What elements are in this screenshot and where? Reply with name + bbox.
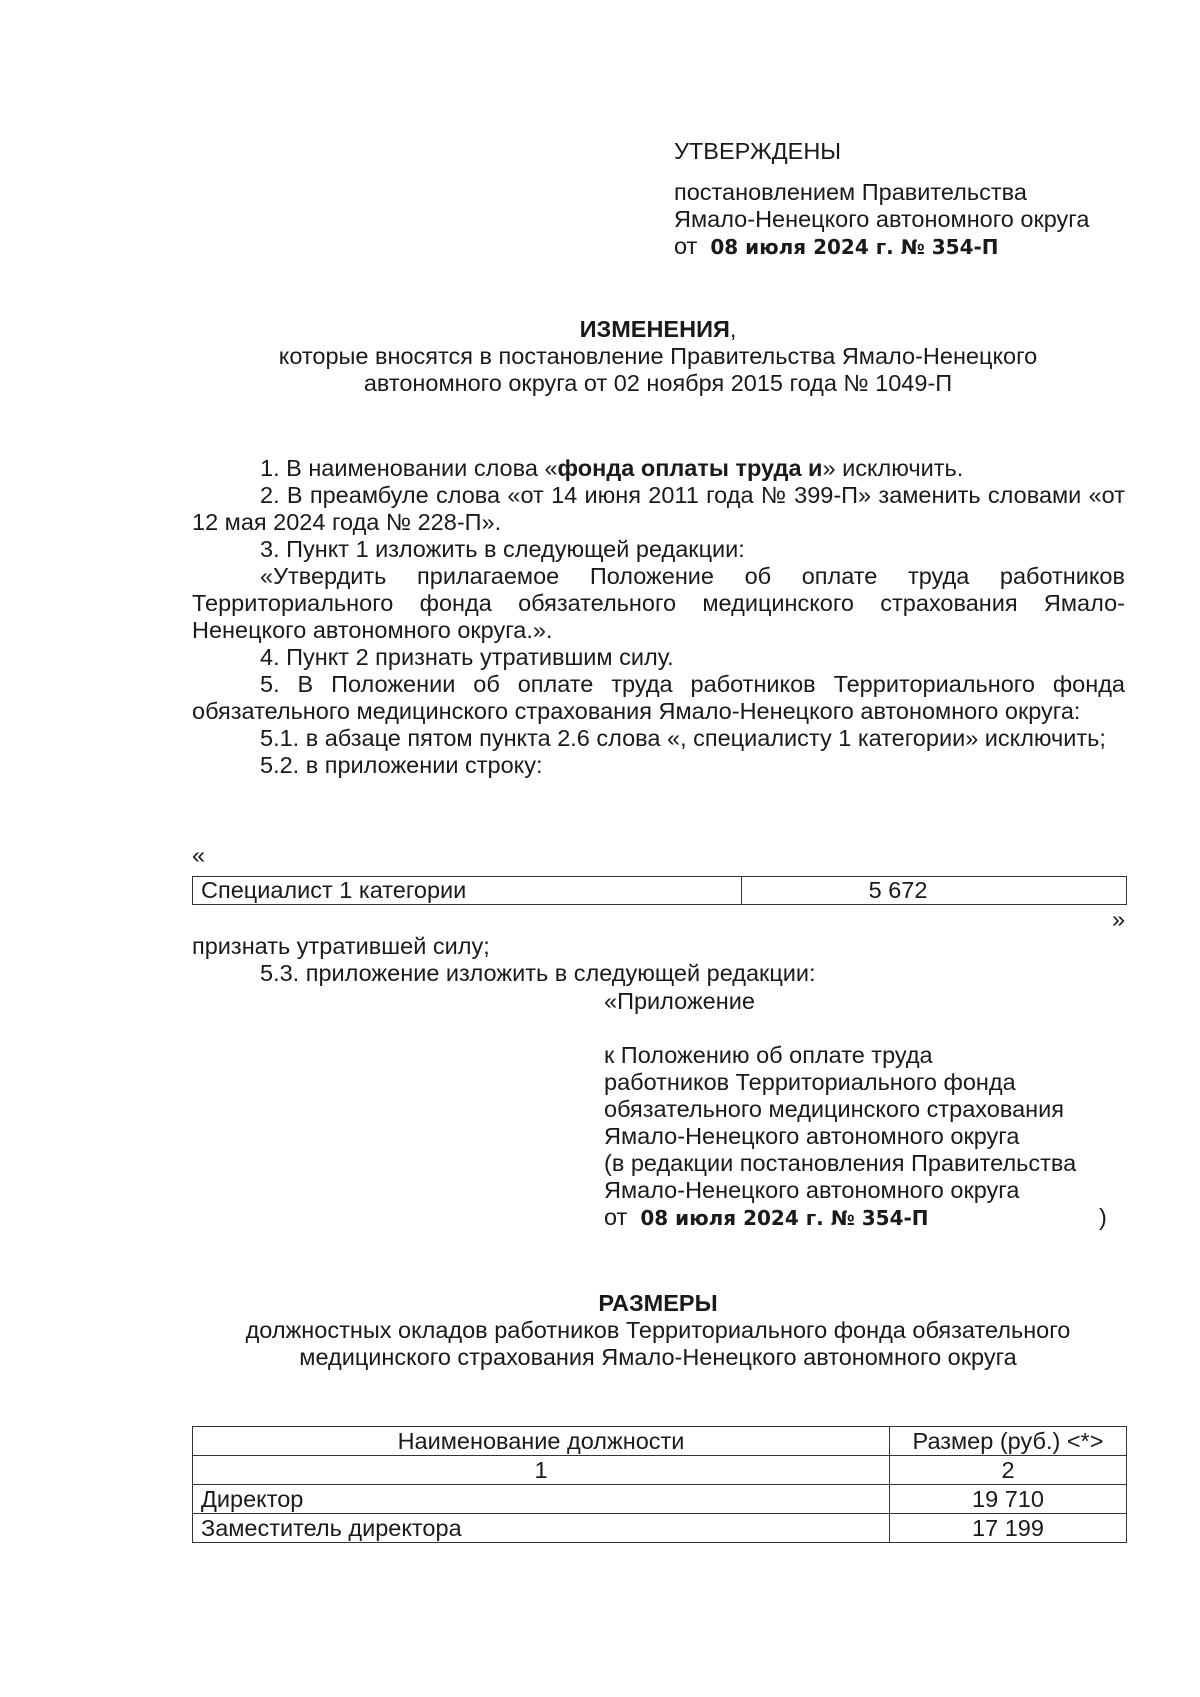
item-1-post: » исключить. (822, 455, 964, 481)
approval-block (674, 138, 1154, 261)
item-1 (192, 455, 1125, 482)
changes-subtitle-line-1: которые вносятся в постановление Правительства Ямало-Ненецкого (278, 343, 1038, 369)
appendix-title: «Приложение (604, 988, 755, 1014)
approval-date-number: 08 июля 2024 г. № 354-П (710, 235, 999, 259)
approval-from-prefix: от (674, 233, 698, 259)
sizes-heading: РАЗМЕРЫ (598, 1290, 718, 1316)
row-1-size: 19 710 (890, 1485, 1127, 1514)
item-5-1: 5.1. в абзаце пятом пункта 2.6 слова «, специалисту 1 категории» исключить; (260, 725, 1106, 751)
row-2-position: Заместитель директора (193, 1514, 890, 1543)
after-table-text (192, 933, 1125, 987)
invalid-text: признать утратившей силу; (192, 933, 490, 959)
appendix-date-line (604, 1204, 1124, 1232)
approval-date-line (674, 233, 1154, 261)
header-position: Наименование должности (193, 1427, 890, 1456)
approval-line-1: постановлением Правительства (674, 179, 1027, 205)
row-1-position: Директор (193, 1485, 890, 1514)
item-1-bold: фонда оплаты труда и (557, 455, 823, 481)
appendix-block (604, 988, 1124, 1232)
item-1-pre: 1. В наименовании слова « (260, 455, 558, 481)
removed-row-table (192, 876, 1127, 905)
col-number-2: 2 (890, 1456, 1127, 1485)
changes-heading: ИЗМЕНЕНИЯ (579, 316, 730, 342)
sizes-title-block (190, 1290, 1126, 1371)
table-row (193, 877, 1127, 905)
salary-table (192, 1426, 1127, 1543)
appendix-line-5: (в редакции постановления Правительства (604, 1150, 1077, 1176)
table-number-row (193, 1456, 1127, 1485)
approval-header: УТВЕРЖДЕНЫ (674, 138, 842, 164)
col-number-1: 1 (193, 1456, 890, 1485)
appendix-close-paren: ) (1099, 1204, 1107, 1230)
changes-heading-comma: , (729, 316, 737, 342)
table-row (193, 1485, 1127, 1514)
item-3: 3. Пункт 1 изложить в следующей редакции: (260, 536, 745, 562)
item-4: 4. Пункт 2 признать утратившим силу. (260, 644, 674, 670)
sizes-subtitle-line-1: должностных окладов работников Территориального фонда обязательного (245, 1317, 1071, 1343)
changes-body (192, 455, 1125, 779)
table-header-row (193, 1427, 1127, 1456)
item-5: 5. В Положении об оплате труда работников Территориального фонда обязательного медицинского страхования Ямало-Ненецкого автономного округа: (192, 671, 1125, 724)
appendix-line-6: Ямало-Ненецкого автономного округа (604, 1177, 1020, 1203)
item-5-3: 5.3. приложение изложить в следующей редакции: (260, 960, 816, 986)
appendix-line-1: к Положению об оплате труда (604, 1042, 933, 1068)
changes-heading-line (190, 316, 1126, 343)
appendix-line-2: работников Территориального фонда (604, 1069, 1016, 1095)
removed-row-position: Специалист 1 категории (193, 877, 742, 905)
table-row (193, 1514, 1127, 1543)
quote-open-mark: « (192, 842, 206, 868)
appendix-gap (604, 1015, 1124, 1042)
row-2-size: 17 199 (890, 1514, 1127, 1543)
removed-row-value: 5 672 (742, 877, 1127, 905)
item-2: 2. В преамбуле слова «от 14 июня 2011 года № 399-П» заменить словами «от 12 мая 2024 года № 228-П». (192, 482, 1125, 535)
appendix-line-3: обязательного медицинского страхования (604, 1096, 1064, 1122)
quote-close-mark: » (1112, 906, 1126, 932)
appendix-date-number: 08 июля 2024 г. № 354-П (640, 1206, 929, 1230)
appendix-line-4: Ямало-Ненецкого автономного округа (604, 1123, 1020, 1149)
appendix-from-prefix: от (604, 1204, 628, 1230)
item-3-quote: «Утвердить прилагаемое Положение об оплате труда работников Территориального фонда обязательного медицинского страхования Ямало-Ненецкого автономного округа.». (192, 563, 1125, 643)
sizes-subtitle-line-2: медицинского страхования Ямало-Ненецкого автономного округа (299, 1344, 1017, 1370)
approval-line-2: Ямало-Ненецкого автономного округа (674, 206, 1090, 232)
header-size: Размер (руб.) <*> (890, 1427, 1127, 1456)
changes-subtitle-line-2: автономного округа от 02 ноября 2015 года № 1049-П (363, 370, 953, 396)
item-5-2: 5.2. в приложении строку: (260, 752, 543, 778)
changes-title-block (190, 316, 1126, 397)
